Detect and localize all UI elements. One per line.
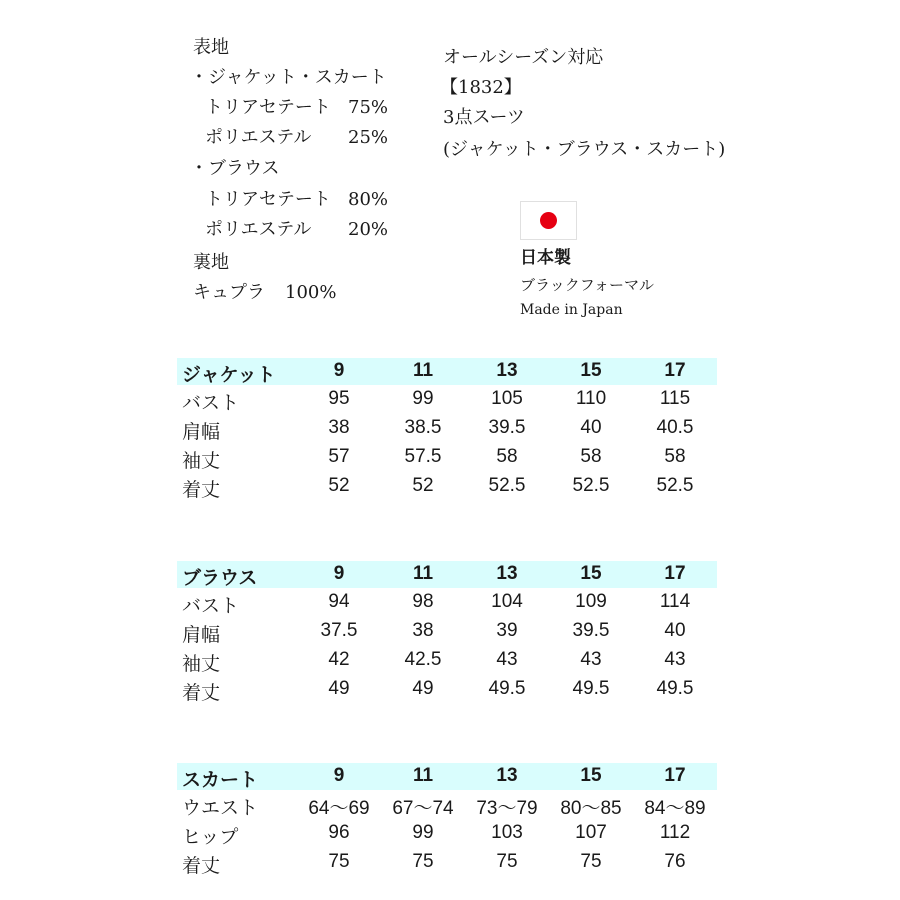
material-pct: 75% [348, 97, 389, 118]
cell-value: 94 [328, 591, 350, 612]
cell-value: 110 [575, 388, 607, 409]
cell-value: 58 [496, 446, 518, 467]
size-header: 15 [580, 765, 602, 786]
size-header: 17 [664, 563, 686, 584]
row-label: ヒップ [182, 827, 239, 848]
size-header: 15 [580, 563, 602, 584]
row-label: ウエスト [182, 798, 259, 819]
size-header: 11 [412, 360, 434, 381]
size-header: 17 [664, 360, 686, 381]
table-title: ジャケット [182, 365, 276, 386]
table-row [177, 819, 717, 848]
size-header: 9 [333, 563, 345, 584]
cell-value: 49 [328, 678, 350, 699]
cell-value: 58 [580, 446, 602, 467]
size-table [177, 358, 717, 501]
table-row [177, 443, 717, 472]
row-label: バスト [182, 596, 240, 617]
row-label: 袖丈 [182, 451, 221, 472]
cell-value: 49.5 [488, 678, 526, 699]
cell-value: 114 [659, 591, 691, 612]
cell-value: 98 [412, 591, 434, 612]
material-pct: 80% [348, 189, 389, 210]
cell-value: 40 [664, 620, 686, 641]
table-header-row [177, 358, 717, 385]
cell-value: 104 [491, 591, 523, 612]
table-row [177, 790, 717, 819]
row-label: 肩幅 [182, 625, 221, 646]
cell-value: 57 [328, 446, 350, 467]
material-pct: 25% [348, 127, 389, 148]
cell-value: 80～85 [560, 798, 622, 819]
made-in-en: Made in Japan [520, 302, 623, 318]
size-header: 17 [664, 765, 686, 786]
set-detail: (ジャケット・ブラウス・スカート) [443, 139, 726, 160]
row-label: 着丈 [182, 480, 221, 501]
size-header: 13 [496, 360, 518, 381]
row-label: バスト [182, 393, 240, 414]
lining-heading: 裏地 [193, 252, 229, 273]
cell-value: 43 [580, 649, 602, 670]
size-header: 13 [496, 563, 518, 584]
cell-value: 38 [328, 417, 350, 438]
cell-value: 49.5 [572, 678, 610, 699]
cell-value: 52.5 [656, 475, 694, 496]
cell-value: 52.5 [572, 475, 610, 496]
season-text: オールシーズン対応 [443, 47, 604, 68]
row-label: 袖丈 [182, 654, 221, 675]
row-label: 着丈 [182, 683, 221, 704]
cell-value: 99 [412, 822, 434, 843]
product-code: 【1832】 [440, 77, 522, 98]
cell-value: 84～89 [644, 798, 706, 819]
cell-value: 42 [328, 649, 350, 670]
cell-value: 38 [412, 620, 434, 641]
cell-value: 39 [496, 620, 518, 641]
cell-value: 52 [328, 475, 350, 496]
cell-value: 39.5 [572, 620, 610, 641]
table-row [177, 414, 717, 443]
japan-flag-icon [520, 201, 577, 240]
size-header: 15 [580, 360, 602, 381]
cell-value: 52.5 [488, 475, 526, 496]
cell-value: 37.5 [320, 620, 358, 641]
material-name: キュプラ [193, 282, 265, 303]
cell-value: 105 [491, 388, 523, 409]
cell-value: 38.5 [404, 417, 442, 438]
cell-value: 95 [328, 388, 350, 409]
size-header: 9 [333, 765, 345, 786]
cell-value: 109 [575, 591, 607, 612]
table-row [177, 588, 717, 617]
cell-value: 52 [412, 475, 434, 496]
material-name: トリアセテート [205, 97, 331, 118]
set-text: 3点スーツ [443, 107, 525, 128]
material-pct: 100% [285, 282, 337, 303]
made-in-jp: 日本製 [520, 248, 571, 268]
cell-value: 73～79 [476, 798, 538, 819]
cell-value: 75 [496, 851, 518, 872]
size-table [177, 763, 717, 877]
cell-value: 75 [412, 851, 434, 872]
blouse-heading: ・ブラウス [190, 158, 280, 179]
cell-value: 75 [580, 851, 602, 872]
cell-value: 49 [412, 678, 434, 699]
table-header-row [177, 561, 717, 588]
cell-value: 99 [412, 388, 434, 409]
table-row [177, 848, 717, 877]
table-row [177, 617, 717, 646]
jacket-skirt-heading: ・ジャケット・スカート [190, 67, 387, 88]
cell-value: 49.5 [656, 678, 694, 699]
size-header: 11 [412, 563, 434, 584]
size-header: 9 [333, 360, 345, 381]
category-text: ブラックフォーマル [520, 276, 654, 294]
cell-value: 40 [580, 417, 602, 438]
table-header-row [177, 763, 717, 790]
size-header: 11 [412, 765, 434, 786]
material-name: トリアセテート [205, 189, 331, 210]
cell-value: 58 [664, 446, 686, 467]
table-row [177, 472, 717, 501]
outer-fabric-heading: 表地 [193, 37, 229, 58]
table-title: ブラウス [182, 568, 258, 589]
cell-value: 112 [659, 822, 691, 843]
cell-value: 39.5 [488, 417, 526, 438]
table-title: スカート [182, 770, 259, 791]
cell-value: 103 [491, 822, 523, 843]
cell-value: 107 [575, 822, 607, 843]
size-table [177, 561, 717, 704]
cell-value: 75 [328, 851, 350, 872]
cell-value: 115 [659, 388, 691, 409]
row-label: 肩幅 [182, 422, 221, 443]
material-name: ポリエステル [205, 219, 312, 240]
table-row [177, 675, 717, 704]
material-pct: 20% [348, 219, 389, 240]
cell-value: 76 [664, 851, 686, 872]
cell-value: 40.5 [656, 417, 694, 438]
cell-value: 43 [496, 649, 518, 670]
cell-value: 67～74 [392, 798, 454, 819]
cell-value: 64～69 [308, 798, 370, 819]
size-header: 13 [496, 765, 518, 786]
row-label: 着丈 [182, 856, 221, 877]
material-name: ポリエステル [205, 127, 312, 148]
cell-value: 43 [664, 649, 686, 670]
table-row [177, 385, 717, 414]
cell-value: 96 [328, 822, 350, 843]
cell-value: 42.5 [404, 649, 442, 670]
cell-value: 57.5 [404, 446, 442, 467]
table-row [177, 646, 717, 675]
